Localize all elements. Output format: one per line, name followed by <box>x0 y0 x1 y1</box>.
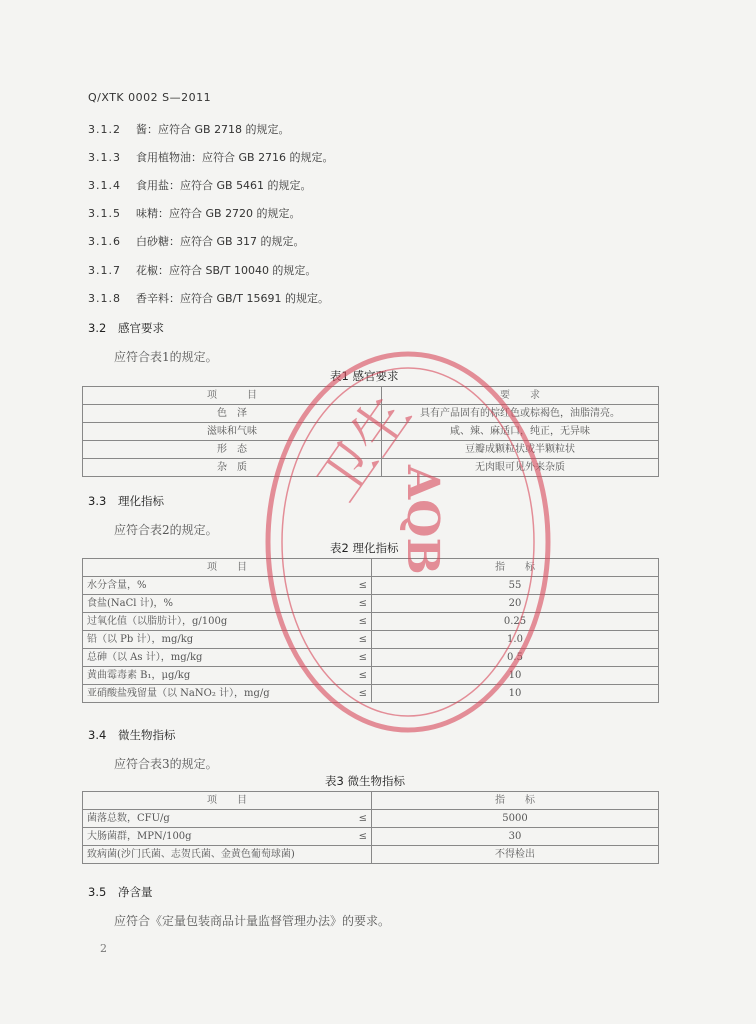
table-row <box>83 459 659 477</box>
clause-number: 3.1.3 <box>88 151 121 164</box>
table-cell: 0.25 <box>372 613 659 631</box>
table-cell: 10 <box>372 685 659 703</box>
table-cell: ≤ <box>341 828 372 846</box>
section-3-4-text: 应符合表3的规定。 <box>114 757 218 771</box>
clause-line <box>88 177 312 193</box>
table1-caption: 表1 感官要求 <box>330 369 399 383</box>
clause-number: 3.1.5 <box>88 207 121 220</box>
table-cell: 咸、辣、麻适口，纯正，无异味 <box>382 423 659 441</box>
clause-line <box>88 149 334 165</box>
section-3-4-heading <box>88 727 176 743</box>
table-cell: ≤ <box>341 577 372 595</box>
clause-text: 白砂糖：应符合 GB 317 的规定。 <box>136 235 305 248</box>
seal-text-side: AQB <box>397 465 448 575</box>
table3-caption: 表3 微生物指标 <box>325 774 405 788</box>
section-3-2-heading <box>88 320 164 336</box>
table-header-cell: 要 求 <box>382 387 659 405</box>
table-cell: ≤ <box>341 810 372 828</box>
table-row <box>83 846 659 864</box>
table-row <box>83 810 659 828</box>
clause-text: 酱：应符合 GB 2718 的规定。 <box>136 123 290 136</box>
table-row <box>83 613 659 631</box>
page-number: 2 <box>100 942 107 955</box>
section-3-5-heading <box>88 884 153 900</box>
clause-line <box>88 262 316 278</box>
table-cell: ≤ <box>341 685 372 703</box>
table-header-cell: 指 标 <box>372 559 659 577</box>
table-header-row <box>83 559 659 577</box>
table3-microbiological <box>82 791 659 864</box>
table-cell: 总砷（以 As 计），mg/kg <box>83 649 342 667</box>
table2-physicochemical <box>82 558 659 703</box>
seal-text-top: 卫生 <box>306 384 424 514</box>
section-3-2-text: 应符合表1的规定。 <box>114 350 218 364</box>
clause-line <box>88 290 329 306</box>
table-cell: 菌落总数，CFU/g <box>83 810 342 828</box>
section-title: 感官要求 <box>118 321 164 335</box>
clause-text: 味精：应符合 GB 2720 的规定。 <box>136 207 301 220</box>
table-cell: 具有产品固有的棕红色或棕褐色，油脂清亮。 <box>382 405 659 423</box>
table-row <box>83 685 659 703</box>
table-cell: ≤ <box>341 595 372 613</box>
table-cell: ≤ <box>341 649 372 667</box>
table-cell: 形 态 <box>83 441 382 459</box>
section-title: 微生物指标 <box>118 728 176 742</box>
table-row <box>83 649 659 667</box>
table-cell: 不得检出 <box>372 846 659 864</box>
table-cell: 55 <box>372 577 659 595</box>
table-row <box>83 595 659 613</box>
table-cell: ≤ <box>341 613 372 631</box>
table-cell: 5000 <box>372 810 659 828</box>
table-cell: 30 <box>372 828 659 846</box>
table-row <box>83 423 659 441</box>
section-number: 3.4 <box>88 728 107 742</box>
table-header-cell: 项 目 <box>83 387 382 405</box>
clause-text: 食用植物油：应符合 GB 2716 的规定。 <box>136 151 334 164</box>
table-cell: 20 <box>372 595 659 613</box>
clause-line <box>88 121 290 137</box>
section-title: 理化指标 <box>118 494 164 508</box>
clause-number: 3.1.8 <box>88 292 121 305</box>
table-header-row <box>83 792 659 810</box>
document-header: Q/XTK 0002 S—2011 <box>88 91 212 104</box>
table-cell: 0.5 <box>372 649 659 667</box>
clause-text: 花椒：应符合 SB/T 10040 的规定。 <box>136 264 317 277</box>
table-cell: 水分含量，% <box>83 577 342 595</box>
section-3-3-heading <box>88 493 164 509</box>
table-header-cell: 指 标 <box>372 792 659 810</box>
clause-number: 3.1.2 <box>88 123 121 136</box>
clause-number: 3.1.7 <box>88 264 121 277</box>
section-3-5-text: 应符合《定量包装商品计量监督管理办法》的要求。 <box>114 914 391 928</box>
clause-line <box>88 205 301 221</box>
table-header-cell: 项 目 <box>83 792 372 810</box>
section-number: 3.3 <box>88 494 107 508</box>
table-cell: 无肉眼可见外来杂质 <box>382 459 659 477</box>
table2-caption: 表2 理化指标 <box>330 541 399 555</box>
clause-text: 香辛料：应符合 GB/T 15691 的规定。 <box>136 292 329 305</box>
table-cell: 色 泽 <box>83 405 382 423</box>
table-cell: 食盐(NaCl 计)，% <box>83 595 342 613</box>
section-number: 3.2 <box>88 321 107 335</box>
table-cell: 杂 质 <box>83 459 382 477</box>
table-cell: 过氧化值（以脂肪计），g/100g <box>83 613 342 631</box>
clause-number: 3.1.6 <box>88 235 121 248</box>
table-row <box>83 577 659 595</box>
table-row <box>83 441 659 459</box>
table-cell: 滋味和气味 <box>83 423 382 441</box>
section-number: 3.5 <box>88 885 107 899</box>
table1-sensory <box>82 386 659 477</box>
section-title: 净含量 <box>118 885 153 899</box>
table-cell: 亚硝酸盐残留量（以 NaNO₂ 计），mg/g <box>83 685 342 703</box>
table-cell: 1.0 <box>372 631 659 649</box>
clause-text: 食用盐：应符合 GB 5461 的规定。 <box>136 179 312 192</box>
table-cell: 大肠菌群，MPN/100g <box>83 828 342 846</box>
table-cell: ≤ <box>341 631 372 649</box>
table-row <box>83 667 659 685</box>
table-header-cell: 项 目 <box>83 559 372 577</box>
table-row <box>83 405 659 423</box>
table-row <box>83 828 659 846</box>
table-cell: 黄曲霉毒素 B₁，μg/kg <box>83 667 342 685</box>
table-cell: 致病菌(沙门氏菌、志贺氏菌、金黄色葡萄球菌) <box>83 846 372 864</box>
table-header-row <box>83 387 659 405</box>
table-cell: 豆瓣成颗粒状或半颗粒状 <box>382 441 659 459</box>
table-cell: 10 <box>372 667 659 685</box>
clause-number: 3.1.4 <box>88 179 121 192</box>
clause-line <box>88 233 305 249</box>
section-3-3-text: 应符合表2的规定。 <box>114 523 218 537</box>
table-row <box>83 631 659 649</box>
table-cell: 铅（以 Pb 计），mg/kg <box>83 631 342 649</box>
table-cell: ≤ <box>341 667 372 685</box>
